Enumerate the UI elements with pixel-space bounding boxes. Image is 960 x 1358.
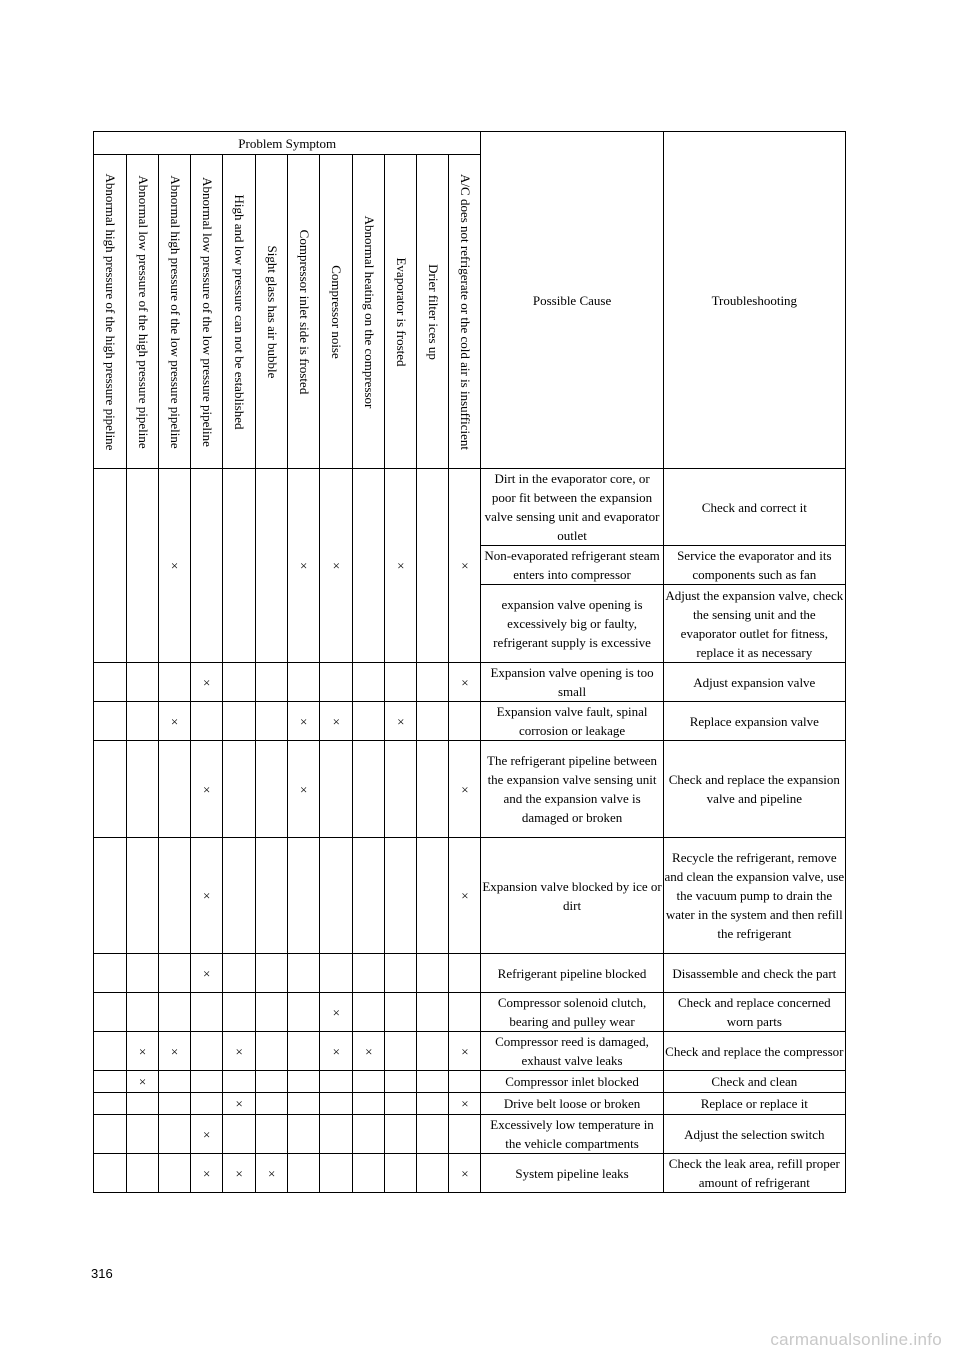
- symptom-mark: ×: [385, 702, 417, 741]
- symptom-cell: [449, 702, 481, 741]
- symptom-cell: [353, 1154, 385, 1193]
- symptom-mark: ×: [223, 1093, 256, 1115]
- symptom-header: [127, 155, 159, 469]
- symptom-cell: [256, 993, 288, 1032]
- troubleshooting-cell: Disassemble and check the part: [663, 954, 845, 993]
- troubleshooting-cell: Adjust the expansion valve, check the sensing unit and the evaporator outlet for fitness, replace it as necessary: [663, 585, 845, 663]
- symptom-cell: [385, 1032, 417, 1071]
- symptom-cell: [256, 838, 288, 954]
- symptom-cell: [94, 702, 127, 741]
- watermark: carmanualsonline.info: [770, 1330, 942, 1349]
- symptom-cell: [320, 954, 353, 993]
- symptom-cell: [191, 1032, 223, 1071]
- symptom-mark: ×: [449, 741, 481, 838]
- symptom-cell: [256, 954, 288, 993]
- troubleshooting-cell: Check and clean: [663, 1071, 845, 1093]
- symptom-header: [353, 155, 385, 469]
- symptom-cell: [353, 993, 385, 1032]
- symptom-mark: ×: [449, 1093, 481, 1115]
- symptom-cell: [223, 1071, 256, 1093]
- table-row: [94, 663, 846, 702]
- symptom-cell: [159, 741, 191, 838]
- possible-cause-cell: Compressor reed is damaged, exhaust valve leaks: [481, 1032, 663, 1071]
- symptom-cell: [94, 1093, 127, 1115]
- table-row: [94, 1071, 846, 1093]
- symptom-cell: [353, 1093, 385, 1115]
- symptom-cell: [191, 1093, 223, 1115]
- symptom-cell: [417, 838, 449, 954]
- symptom-cell: [353, 954, 385, 993]
- troubleshooting-cell: Service the evaporator and its components such as fan: [663, 546, 845, 585]
- troubleshooting-cell: Adjust the selection switch: [663, 1115, 845, 1154]
- symptom-cell: [223, 993, 256, 1032]
- symptom-cell: [320, 663, 353, 702]
- symptom-header: [449, 155, 481, 469]
- symptom-cell: [449, 1115, 481, 1154]
- possible-cause-cell: Dirt in the evaporator core, or poor fit between the expansion valve sensing unit and evaporator outlet: [481, 469, 663, 546]
- symptom-label: Abnormal heating on the compressor: [362, 215, 378, 408]
- troubleshooting-cell: Check the leak area, refill proper amount of refrigerant: [663, 1154, 845, 1193]
- symptom-label: Abnormal high pressure of the low pressure pipeline: [168, 174, 184, 449]
- symptom-cell: [127, 838, 159, 954]
- symptom-cell: [159, 838, 191, 954]
- possible-cause-cell: Drive belt loose or broken: [481, 1093, 663, 1115]
- troubleshooting-cell: Replace expansion valve: [663, 702, 845, 741]
- symptom-mark: ×: [449, 1032, 481, 1071]
- symptom-cell: [385, 954, 417, 993]
- troubleshooting-cell: Adjust expansion valve: [663, 663, 845, 702]
- symptom-header: [288, 155, 320, 469]
- symptom-cell: [385, 741, 417, 838]
- symptom-cell: [127, 1093, 159, 1115]
- symptom-cell: [256, 1115, 288, 1154]
- table-row: [94, 954, 846, 993]
- symptom-cell: [127, 1154, 159, 1193]
- symptom-cell: [223, 702, 256, 741]
- symptom-cell: [256, 1093, 288, 1115]
- symptom-header: [385, 155, 417, 469]
- possible-cause-cell: System pipeline leaks: [481, 1154, 663, 1193]
- symptom-cell: [353, 702, 385, 741]
- symptom-cell: [191, 993, 223, 1032]
- symptom-cell: [256, 1032, 288, 1071]
- troubleshooting-cell: Check and replace the compressor: [663, 1032, 845, 1071]
- symptom-cell: [159, 1154, 191, 1193]
- symptom-cell: [159, 1071, 191, 1093]
- symptom-cell: [159, 954, 191, 993]
- possible-cause-header: Possible Cause: [481, 132, 663, 469]
- page-number: 316: [91, 1266, 113, 1281]
- symptom-mark: ×: [159, 1032, 191, 1071]
- symptom-cell: [223, 838, 256, 954]
- symptom-mark: ×: [127, 1071, 159, 1093]
- symptom-cell: [385, 1093, 417, 1115]
- symptom-cell: [127, 663, 159, 702]
- symptom-cell: [385, 663, 417, 702]
- symptom-mark: ×: [449, 663, 481, 702]
- symptom-mark: ×: [288, 702, 320, 741]
- table-row: [94, 702, 846, 741]
- symptom-cell: [353, 1071, 385, 1093]
- symptom-mark: ×: [288, 741, 320, 838]
- symptom-cell: [288, 1115, 320, 1154]
- symptom-cell: [159, 663, 191, 702]
- symptom-cell: [94, 993, 127, 1032]
- symptom-label: Evaporator is frosted: [394, 256, 410, 367]
- symptom-label: A/C does not refrigerate or the cold air is insufficient: [458, 173, 474, 450]
- possible-cause-cell: The refrigerant pipeline between the expansion valve sensing unit and the expansion valve is damaged or broken: [481, 741, 663, 838]
- symptom-mark: ×: [320, 702, 353, 741]
- symptom-cell: [127, 469, 159, 663]
- symptom-cell: [256, 702, 288, 741]
- symptom-cell: [288, 1071, 320, 1093]
- symptom-mark: ×: [191, 954, 223, 993]
- symptom-cell: [385, 1115, 417, 1154]
- possible-cause-cell: Refrigerant pipeline blocked: [481, 954, 663, 993]
- symptom-label: Abnormal low pressure of the high pressure pipeline: [136, 174, 152, 449]
- symptom-cell: [191, 1071, 223, 1093]
- symptom-mark: ×: [353, 1032, 385, 1071]
- symptom-cell: [449, 993, 481, 1032]
- symptom-mark: ×: [191, 663, 223, 702]
- possible-cause-cell: expansion valve opening is excessively big or faulty, refrigerant supply is excessive: [481, 585, 663, 663]
- symptom-label: Abnormal low pressure of the low pressure pipeline: [200, 176, 216, 447]
- symptom-cell: [159, 1093, 191, 1115]
- troubleshooting-header: Troubleshooting: [663, 132, 845, 469]
- symptom-cell: [288, 954, 320, 993]
- symptom-cell: [94, 1032, 127, 1071]
- symptom-cell: [94, 1071, 127, 1093]
- symptom-cell: [417, 1071, 449, 1093]
- symptom-mark: ×: [127, 1032, 159, 1071]
- troubleshooting-cell: Recycle the refrigerant, remove and clean the expansion valve, use the vacuum pump to drain the water in the system and then refill the refrigerant: [663, 838, 845, 954]
- symptom-cell: [417, 469, 449, 663]
- table-row: [94, 838, 846, 954]
- symptom-cell: [223, 663, 256, 702]
- symptom-cell: [288, 1032, 320, 1071]
- symptom-mark: ×: [449, 469, 481, 663]
- symptom-cell: [353, 469, 385, 663]
- table-row: [94, 741, 846, 838]
- possible-cause-cell: Expansion valve blocked by ice or dirt: [481, 838, 663, 954]
- symptom-header: [223, 155, 256, 469]
- symptom-cell: [223, 1115, 256, 1154]
- symptom-cell: [417, 663, 449, 702]
- symptom-cell: [223, 741, 256, 838]
- symptom-cell: [256, 1071, 288, 1093]
- table-row: [94, 1093, 846, 1115]
- symptom-header: [191, 155, 223, 469]
- symptom-label: Sight glass has air bubble: [265, 245, 281, 378]
- symptom-cell: [127, 741, 159, 838]
- symptom-cell: [353, 1115, 385, 1154]
- symptom-mark: ×: [320, 1032, 353, 1071]
- symptom-mark: ×: [159, 469, 191, 663]
- symptom-cell: [256, 663, 288, 702]
- symptom-cell: [127, 993, 159, 1032]
- symptom-cell: [417, 702, 449, 741]
- symptom-cell: [417, 1032, 449, 1071]
- symptom-cell: [94, 663, 127, 702]
- symptom-mark: ×: [288, 469, 320, 663]
- symptom-mark: ×: [191, 741, 223, 838]
- symptom-cell: [320, 1071, 353, 1093]
- table-row: [94, 1115, 846, 1154]
- troubleshooting-cell: Check and correct it: [663, 469, 845, 546]
- symptom-cell: [320, 741, 353, 838]
- symptom-cell: [320, 1154, 353, 1193]
- symptom-label: High and low pressure can not be established: [232, 193, 248, 430]
- symptom-mark: ×: [223, 1032, 256, 1071]
- symptom-mark: ×: [191, 838, 223, 954]
- symptom-mark: ×: [159, 702, 191, 741]
- symptom-cell: [127, 954, 159, 993]
- symptom-header: [320, 155, 353, 469]
- symptom-cell: [223, 954, 256, 993]
- symptom-cell: [449, 954, 481, 993]
- possible-cause-cell: Non-evaporated refrigerant steam enters into compressor: [481, 546, 663, 585]
- symptom-mark: ×: [256, 1154, 288, 1193]
- possible-cause-cell: Compressor inlet blocked: [481, 1071, 663, 1093]
- symptom-mark: ×: [320, 469, 353, 663]
- symptom-cell: [320, 838, 353, 954]
- symptom-header: [159, 155, 191, 469]
- symptom-cell: [256, 469, 288, 663]
- symptom-cell: [223, 469, 256, 663]
- symptom-cell: [288, 1093, 320, 1115]
- symptom-cell: [288, 1154, 320, 1193]
- symptom-label: Abnormal high pressure of the high pressure pipeline: [103, 173, 118, 450]
- possible-cause-cell: Excessively low temperature in the vehicle compartments: [481, 1115, 663, 1154]
- symptom-mark: ×: [449, 1154, 481, 1193]
- table-row: [94, 993, 846, 1032]
- symptom-mark: ×: [191, 1115, 223, 1154]
- symptom-cell: [127, 1115, 159, 1154]
- symptom-cell: [320, 1093, 353, 1115]
- possible-cause-cell: Compressor solenoid clutch, bearing and pulley wear: [481, 993, 663, 1032]
- symptom-cell: [385, 1154, 417, 1193]
- symptom-cell: [191, 469, 223, 663]
- possible-cause-cell: Expansion valve fault, spinal corrosion or leakage: [481, 702, 663, 741]
- symptom-label: Compressor noise: [329, 264, 345, 359]
- symptom-cell: [353, 838, 385, 954]
- symptom-cell: [159, 993, 191, 1032]
- symptom-cell: [288, 993, 320, 1032]
- symptom-cell: [127, 702, 159, 741]
- symptom-cell: [94, 1115, 127, 1154]
- symptom-cell: [417, 954, 449, 993]
- symptom-cell: [288, 838, 320, 954]
- symptom-cell: [94, 838, 127, 954]
- symptom-cell: [94, 741, 127, 838]
- symptom-cell: [191, 702, 223, 741]
- symptom-cell: [94, 954, 127, 993]
- symptom-cell: [385, 1071, 417, 1093]
- symptom-mark: ×: [385, 469, 417, 663]
- symptom-label: Compressor inlet side is frosted: [297, 229, 313, 394]
- symptom-cell: [353, 663, 385, 702]
- symptom-header: [94, 155, 127, 469]
- troubleshooting-cell: Replace or replace it: [663, 1093, 845, 1115]
- symptom-cell: [449, 1071, 481, 1093]
- troubleshooting-cell: Check and replace the expansion valve and pipeline: [663, 741, 845, 838]
- symptom-cell: [417, 1115, 449, 1154]
- possible-cause-cell: Expansion valve opening is too small: [481, 663, 663, 702]
- troubleshooting-table: [93, 131, 846, 1193]
- symptom-cell: [417, 993, 449, 1032]
- symptom-mark: ×: [449, 838, 481, 954]
- symptom-cell: [417, 1154, 449, 1193]
- symptom-cell: [288, 663, 320, 702]
- symptom-cell: [94, 1154, 127, 1193]
- symptom-label: Drier filter ices up: [426, 263, 442, 360]
- symptom-cell: [320, 1115, 353, 1154]
- symptom-header: [417, 155, 449, 469]
- symptom-mark: ×: [191, 1154, 223, 1193]
- symptom-cell: [385, 838, 417, 954]
- symptom-header: [256, 155, 288, 469]
- symptom-mark: ×: [223, 1154, 256, 1193]
- symptom-cell: [417, 741, 449, 838]
- troubleshooting-cell: Check and replace concerned worn parts: [663, 993, 845, 1032]
- symptom-cell: [353, 741, 385, 838]
- symptom-mark: ×: [320, 993, 353, 1032]
- table-row: [94, 1032, 846, 1071]
- symptom-cell: [385, 993, 417, 1032]
- table-row: [94, 1154, 846, 1193]
- symptom-cell: [256, 741, 288, 838]
- table-row: [94, 469, 846, 546]
- symptom-cell: [94, 469, 127, 663]
- symptom-cell: [417, 1093, 449, 1115]
- symptom-cell: [159, 1115, 191, 1154]
- problem-symptom-header: Problem Symptom: [94, 132, 481, 155]
